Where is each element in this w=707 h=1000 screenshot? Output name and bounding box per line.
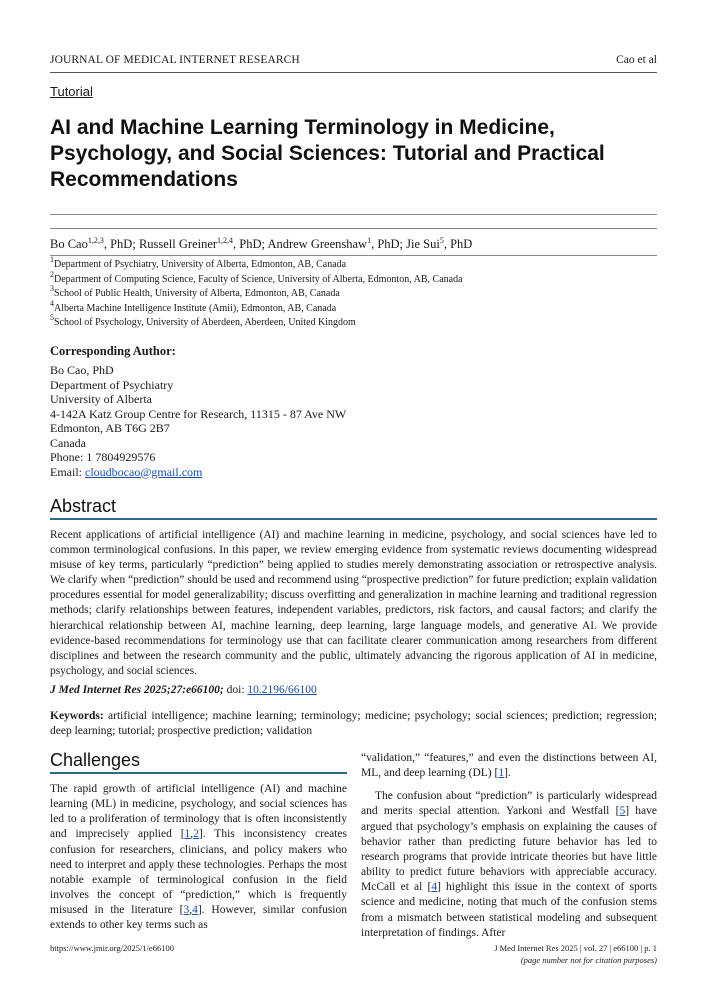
citation-line bbox=[50, 684, 657, 696]
abstract-body: Recent applications of artificial intelligence (AI) and machine learning in medicine, psychology, and social sciences have led to common terminological confusions. In this paper, we review emerging evidence from systematic reviews documenting widespread misuse of key terms, particularly “prediction” being applied to studies merely demonstrating association or retrospective analysis. We clarify when “prediction” should be used and recommend using “prospective prediction” for future prediction; explain validation procedures essential for model generalizability; discuss overfitting and generalization in machine learning and traditional regression methods; clarify relationships between features, independent variables, predictors, risk factors, and causal factors; and clarify the hierarchical relationship between AI, machine learning, deep learning, large language models, and generative AI. We provide evidence-based recommendations for terminology use that can facilitate clearer communication among researchers from different disciplines and between the research community and the public, ultimately advancing the rigorous application of AI in medicine, psychology, and social sciences. bbox=[50, 529, 657, 677]
reference-separator: , bbox=[190, 828, 194, 841]
reference-link[interactable]: 1 bbox=[184, 828, 191, 841]
author-name: Jie Sui bbox=[406, 237, 440, 251]
article-type-link[interactable]: Tutorial bbox=[50, 84, 93, 99]
affiliation-text: Department of Computing Science, Faculty of Science, University of Alberta, Edmonton, AB, Canada bbox=[54, 273, 463, 285]
reference-link[interactable]: 4 bbox=[431, 881, 438, 894]
author-affil-sup: 1,2,4 bbox=[217, 236, 234, 245]
corresponding-author-heading: Corresponding Author: bbox=[50, 344, 176, 358]
affiliation-item bbox=[50, 269, 657, 288]
journal-name: JOURNAL OF MEDICAL INTERNET RESEARCH bbox=[50, 54, 300, 66]
article-title: AI and Machine Learning Terminology in Medicine, Psychology, and Social Sciences: Tutorial and Practical Recommendations bbox=[50, 116, 605, 191]
reference-link[interactable]: 4 bbox=[192, 904, 198, 917]
footer-citation: J Med Internet Res 2025 | vol. 27 | e66100 | p. 1 bbox=[494, 943, 657, 953]
corresponding-author-block bbox=[50, 363, 346, 479]
reference-link[interactable]: 5 bbox=[619, 805, 626, 818]
affiliation-number: 1 bbox=[50, 255, 54, 264]
author-affil-sup: 5 bbox=[439, 236, 444, 245]
footer-note: (page number not for citation purposes) bbox=[520, 955, 657, 965]
affiliation-number: 2 bbox=[50, 269, 54, 279]
doi-link[interactable]: 10.2196/66100 bbox=[247, 684, 317, 696]
authors-divider bbox=[50, 255, 657, 256]
author-suffix: , PhD; bbox=[233, 237, 268, 251]
paragraph-text: ] highlight this issue in the context of sports science and medicine, noting that much of the confusion stems from a mismatch between statistical modeling and subsequent interpretation of findings. After bbox=[361, 881, 657, 939]
affiliation-number: 3 bbox=[50, 284, 54, 293]
affiliation-number: 5 bbox=[50, 313, 54, 322]
author-suffix: , PhD bbox=[443, 237, 473, 251]
email-link[interactable]: cloudbocao@gmail.com bbox=[85, 464, 203, 479]
corresponding-line: University of Alberta bbox=[50, 392, 152, 406]
affiliation-text: Department of Psychiatry, University of Alberta, Edmonton, AB, Canada bbox=[54, 259, 347, 270]
paragraph-text: ]. bbox=[504, 767, 511, 780]
challenges-right-column bbox=[361, 751, 657, 941]
author-name: Bo Cao bbox=[50, 237, 88, 251]
paragraph-text: The confusion about “prediction” is particularly widespread and merits special attention. Yarkoni and Westfall [ bbox=[361, 790, 657, 818]
running-author: Cao et al bbox=[616, 54, 657, 66]
affiliation-number: 4 bbox=[50, 298, 54, 308]
paragraph-text: “validation,” “features,” and even the distinctions between AI, ML, and deep learning (DL) [ bbox=[361, 752, 657, 780]
author-name: Russell Greiner bbox=[138, 237, 218, 251]
author-list bbox=[50, 237, 657, 252]
corresponding-line: Edmonton, AB T6G 2B7 bbox=[50, 421, 170, 435]
reference-link[interactable]: 1 bbox=[498, 767, 505, 780]
challenges-paragraph-1 bbox=[50, 782, 347, 934]
email-line bbox=[50, 465, 346, 480]
keywords-block bbox=[50, 709, 657, 738]
paragraph-text: ]. This inconsistency creates confusion for researchers, clinicians, and policy makers who need to interpret and apply these technologies. Perhaps the most notable example of terminological confusion in the field involves the concept of “prediction,” which is frequently misused in the literature [ bbox=[50, 828, 347, 917]
affiliation-item bbox=[50, 298, 657, 317]
author-suffix: , PhD; bbox=[371, 237, 407, 251]
corresponding-line: Phone: 1 7804929576 bbox=[50, 450, 156, 464]
keywords-label: Keywords: bbox=[50, 710, 104, 722]
reference-separator: , bbox=[189, 904, 193, 917]
email-label: Email: bbox=[50, 464, 85, 479]
paragraph-text: The rapid growth of artificial intelligence (AI) and machine learning (ML) in medicine, psychology, and social sciences has led to a proliferation of terminology that is often inconsistently and imprecisely applied [ bbox=[50, 783, 347, 841]
affiliation-text: Alberta Machine Intelligence Institute (Amii), Edmonton, AB, Canada bbox=[54, 302, 337, 314]
author-suffix: , PhD; bbox=[103, 237, 139, 251]
keywords-text: artificial intelligence; machine learning; terminology; medicine; psychology; social sciences; prediction; regression; deep learning; tutorial; prospective prediction; validation bbox=[50, 710, 657, 737]
affiliation-list bbox=[50, 255, 657, 331]
affiliation-text: School of Psychology, University of Aberdeen, Aberdeen, United Kingdom bbox=[54, 317, 356, 328]
corresponding-line: Bo Cao, PhD bbox=[50, 363, 114, 377]
abstract-heading-rule bbox=[50, 518, 657, 520]
footer-url: https://www.jmir.org/2025/1/e66100 bbox=[50, 943, 174, 953]
paragraph-text: ] have argued that psychology’s emphasis on explaining the causes of behavior rather than predicting future behavior has led to research programs that provide intricate theories but have little ability to predict future behaviors with appreciable accuracy. McCall et al [ bbox=[361, 805, 657, 894]
corresponding-line: Department of Psychiatry bbox=[50, 377, 174, 392]
author-name: Andrew Greenshaw bbox=[267, 237, 368, 251]
paragraph-text: ]. However, similar confusion extends to other key terms such as bbox=[50, 904, 347, 932]
author-affil-sup: 1 bbox=[367, 236, 372, 245]
title-divider-top bbox=[50, 214, 657, 215]
reference-link[interactable]: 2 bbox=[193, 828, 199, 841]
doi-label: doi: bbox=[223, 684, 248, 696]
challenges-paragraph-continued bbox=[361, 751, 657, 781]
corresponding-line: Canada bbox=[50, 435, 86, 450]
challenges-heading-rule bbox=[50, 772, 347, 774]
title-divider-bottom bbox=[50, 228, 657, 229]
affiliation-text: School of Public Health, University of Alberta, Edmonton, AB, Canada bbox=[54, 288, 340, 299]
affiliation-item bbox=[50, 255, 657, 273]
reference-link[interactable]: 3 bbox=[183, 904, 190, 917]
header-divider bbox=[50, 72, 657, 73]
author-affil-sup: 1,2,3 bbox=[87, 236, 104, 245]
affiliation-item bbox=[50, 313, 657, 331]
challenges-paragraph-2 bbox=[361, 789, 657, 941]
affiliation-item bbox=[50, 284, 657, 302]
abstract-heading: Abstract bbox=[50, 496, 117, 516]
challenges-heading: Challenges bbox=[50, 750, 141, 770]
citation-journal-ref: J Med Internet Res 2025;27:e66100; bbox=[50, 684, 224, 696]
corresponding-line: 4-142A Katz Group Centre for Research, 11315 - 87 Ave NW bbox=[50, 406, 347, 421]
